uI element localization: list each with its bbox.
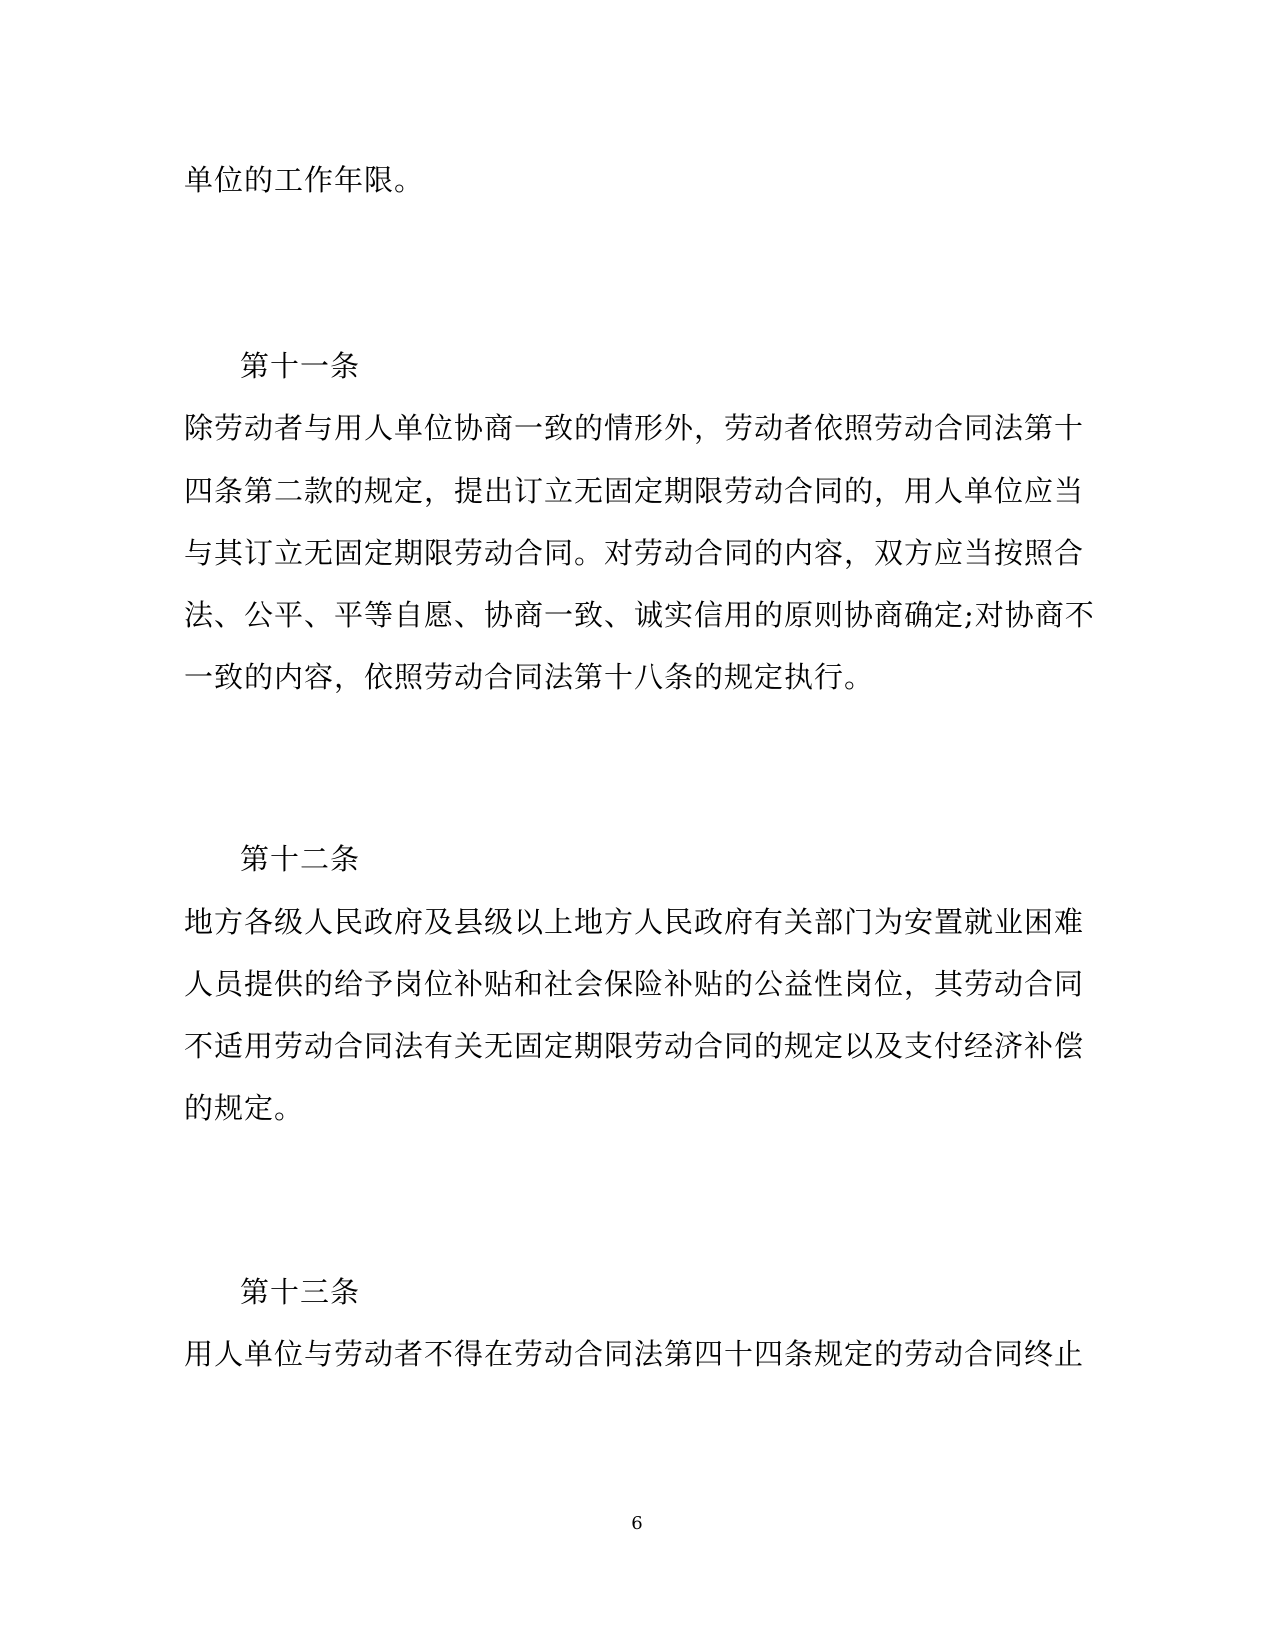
article-12-line: 地方各级人民政府及县级以上地方人民政府有关部门为安置就业困难 [184,905,1085,939]
article-11-line: 一致的内容，依照劳动合同法第十八条的规定执行。 [184,660,875,694]
page-number: 6 [631,1513,643,1534]
article-12-heading: 第十二条 [240,842,361,876]
article-11-heading: 第十一条 [240,349,361,383]
article-12-line: 的规定。 [184,1091,305,1125]
article-11-line: 法、公平、平等自愿、协商一致、诚实信用的原则协商确定;对协商不 [184,598,1095,632]
article-11-line: 除劳动者与用人单位协商一致的情形外，劳动者依照劳动合同法第十 [184,411,1085,445]
article-11-line: 四条第二款的规定，提出订立无固定期限劳动合同的，用人单位应当 [184,474,1085,508]
article-13-heading: 第十三条 [240,1275,361,1309]
article-13-line: 用人单位与劳动者不得在劳动合同法第四十四条规定的劳动合同终止 [184,1337,1085,1371]
article-11-line: 与其订立无固定期限劳动合同。对劳动合同的内容，双方应当按照合 [184,536,1085,570]
article-12-line: 人员提供的给予岗位补贴和社会保险补贴的公益性岗位，其劳动合同 [184,967,1085,1001]
continuation-text: 单位的工作年限。 [184,163,425,197]
article-12-line: 不适用劳动合同法有关无固定期限劳动合同的规定以及支付经济补偿 [184,1029,1085,1063]
